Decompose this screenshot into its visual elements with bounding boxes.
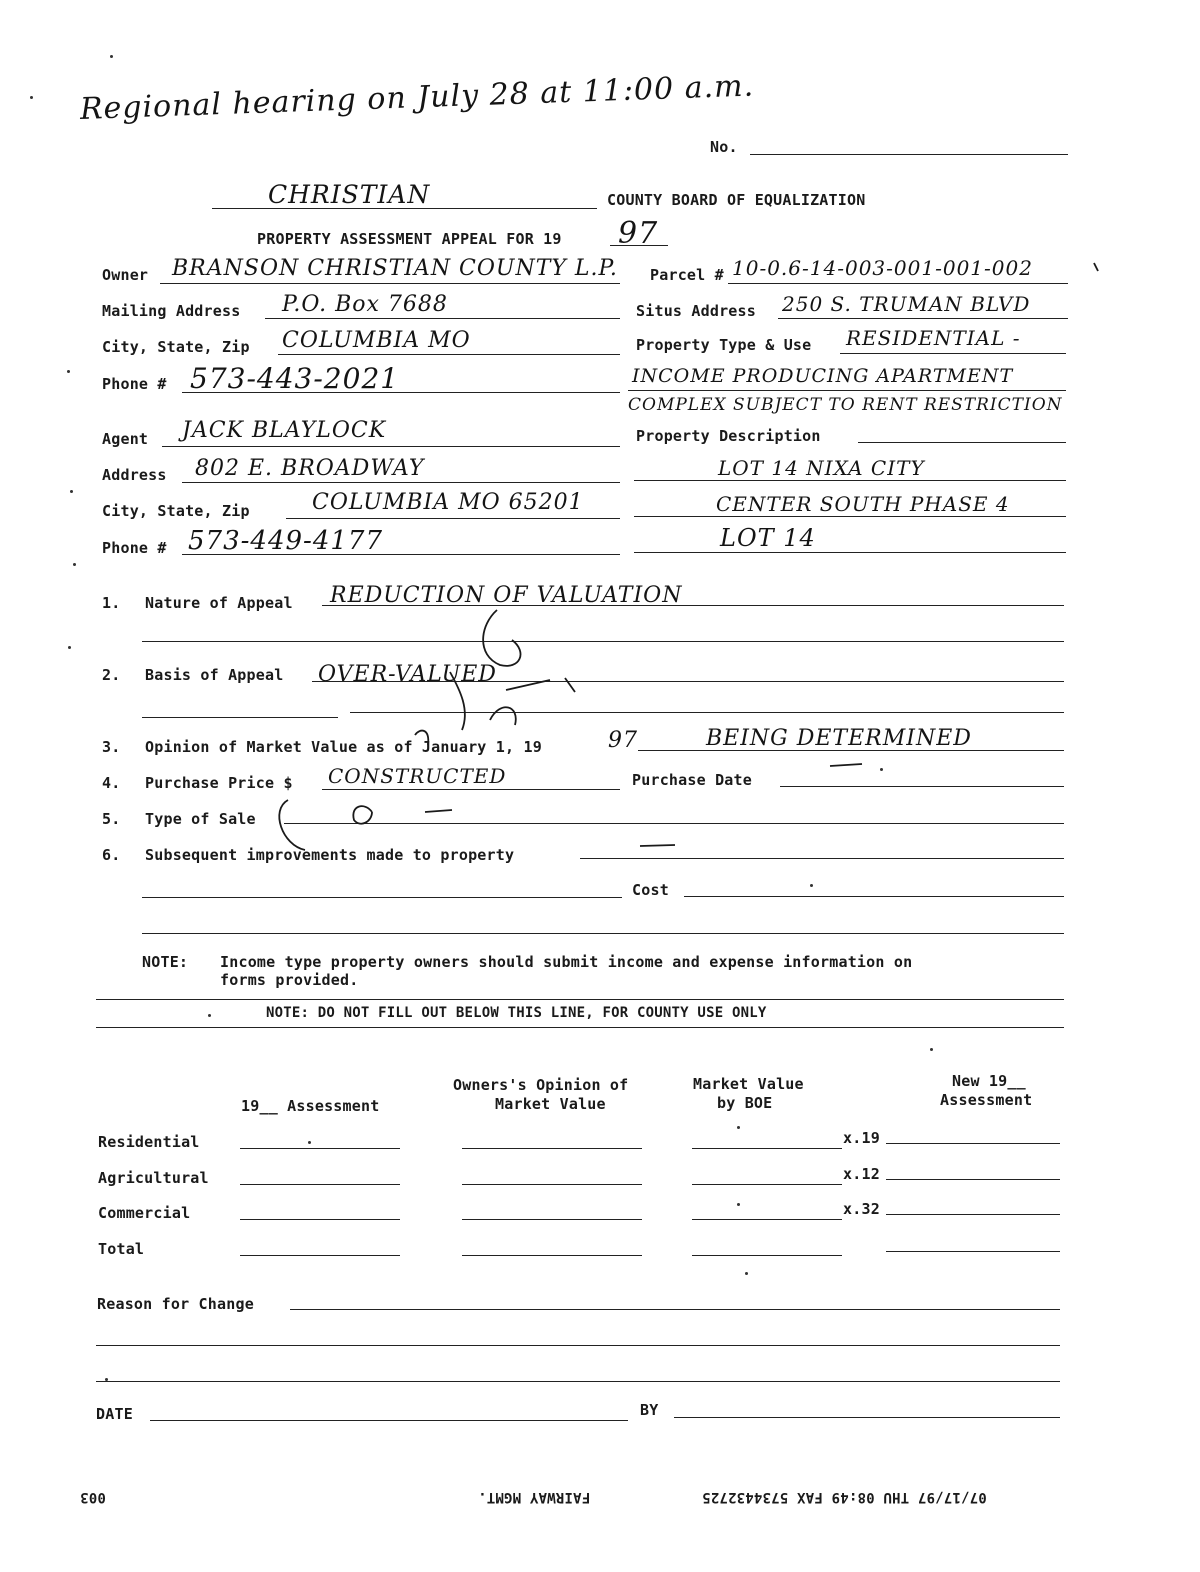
q2-number: 2. <box>102 666 121 684</box>
property-description-value-2: CENTER SOUTH PHASE 4 <box>716 492 1010 516</box>
purchase-date-label: Purchase Date <box>632 771 752 789</box>
fax-sender-name: FAIRWAY MGMT. <box>478 1489 591 1505</box>
row-commercial-factor: x.32 <box>843 1200 880 1218</box>
col-new-assessment-header-1: New 19__ <box>952 1072 1026 1090</box>
row-residential-factor: x.19 <box>843 1129 880 1147</box>
agent-label: Agent <box>102 430 149 448</box>
agent-address-label: Address <box>102 466 167 484</box>
col-market-value-header-2: by BOE <box>717 1094 773 1112</box>
col-owner-opinion-header-2: Market Value <box>495 1095 606 1113</box>
market-value-opinion-value: BEING DETERMINED <box>706 726 972 751</box>
property-description-value-1: LOT 14 NIXA CITY <box>718 456 925 480</box>
type-of-sale-label: Type of Sale <box>145 810 256 828</box>
appeal-year: 97 <box>618 216 659 251</box>
q4-number: 4. <box>102 774 121 792</box>
by-label: BY <box>640 1401 659 1419</box>
q6-number: 6. <box>102 846 121 864</box>
col-assessment-header: 19__ Assessment <box>241 1097 380 1115</box>
nature-of-appeal-value: REDUCTION OF VALUATION <box>330 583 683 608</box>
row-agricultural-factor: x.12 <box>843 1165 880 1183</box>
market-value-opinion-year: 97 <box>608 728 638 753</box>
row-total-label: Total <box>98 1240 145 1258</box>
county-use-only-note: NOTE: DO NOT FILL OUT BELOW THIS LINE, FOR COUNTY USE ONLY <box>266 1005 767 1021</box>
parcel-label: Parcel # <box>650 266 724 284</box>
parcel-value: 10-0.6-14-003-001-001-002 <box>732 256 1033 280</box>
property-type-value-line2: INCOME PRODUCING APARTMENT <box>632 365 1014 387</box>
basis-of-appeal-value: OVER-VALUED <box>318 662 497 687</box>
agent-phone-label: Phone # <box>102 539 167 557</box>
handwritten-hearing-note: Regional hearing on July 28 at 11:00 a.m. <box>79 68 755 127</box>
owner-city-value: COLUMBIA MO <box>282 328 471 353</box>
board-title: COUNTY BOARD OF EQUALIZATION <box>607 191 866 209</box>
county-name: CHRISTIAN <box>268 180 431 209</box>
col-new-assessment-header-2: Assessment <box>940 1091 1033 1109</box>
property-type-value: RESIDENTIAL - <box>846 326 1021 350</box>
purchase-price-value: CONSTRUCTED <box>328 764 507 788</box>
q1-number: 1. <box>102 594 121 612</box>
agent-city-value: COLUMBIA MO 65201 <box>312 490 584 515</box>
subsequent-improvements-label: Subsequent improvements made to property <box>145 846 515 864</box>
mailing-address-label: Mailing Address <box>102 302 241 320</box>
nature-of-appeal-label: Nature of Appeal <box>145 594 293 612</box>
owner-phone-value: 573-443-2021 <box>190 362 400 395</box>
number-label: No. <box>710 138 738 156</box>
situs-address-value: 250 S. TRUMAN BLVD <box>782 292 1031 316</box>
agent-city-label: City, State, Zip <box>102 502 250 520</box>
row-residential-label: Residential <box>98 1133 200 1151</box>
purchase-price-label: Purchase Price $ <box>145 774 293 792</box>
situs-address-label: Situs Address <box>636 302 756 320</box>
col-owner-opinion-header-1: Owners's Opinion of <box>453 1076 629 1094</box>
reason-for-change-label: Reason for Change <box>97 1295 254 1313</box>
mailing-address-value: P.O. Box 7688 <box>282 292 448 317</box>
owner-city-label: City, State, Zip <box>102 338 250 356</box>
agent-address-value: 802 E. BROADWAY <box>195 456 425 481</box>
agent-value: JACK BLAYLOCK <box>182 418 387 443</box>
row-commercial-label: Commercial <box>98 1204 191 1222</box>
col-market-value-header-1: Market Value <box>693 1075 804 1093</box>
fax-page-number: 003 <box>80 1489 106 1505</box>
owner-label: Owner <box>102 266 149 284</box>
fax-timestamp: 07/17/97 THU 08:49 FAX 5734432725 <box>702 1489 987 1505</box>
property-description-label: Property Description <box>636 427 821 445</box>
appeal-title: PROPERTY ASSESSMENT APPEAL FOR 19 <box>257 230 562 248</box>
property-type-value-line3: COMPLEX SUBJECT TO RENT RESTRICTION <box>628 395 1063 415</box>
market-value-opinion-label: Opinion of Market Value as of January 1, 19 <box>145 738 542 756</box>
owner-value: BRANSON CHRISTIAN COUNTY L.P. <box>172 256 618 281</box>
q5-number: 5. <box>102 810 121 828</box>
basis-of-appeal-label: Basis of Appeal <box>145 666 284 684</box>
q3-number: 3. <box>102 738 121 756</box>
cost-label: Cost <box>632 881 669 899</box>
income-note-line2: forms provided. <box>220 971 359 989</box>
property-description-value-3: LOT 14 <box>720 524 816 552</box>
agent-phone-value: 573-449-4177 <box>188 526 383 556</box>
owner-phone-label: Phone # <box>102 375 167 393</box>
property-type-label: Property Type & Use <box>636 336 812 354</box>
date-label: DATE <box>96 1405 133 1423</box>
row-agricultural-label: Agricultural <box>98 1169 209 1187</box>
income-note-line1: Income type property owners should submit income and expense information on <box>220 953 913 971</box>
note-label: NOTE: <box>142 953 189 971</box>
